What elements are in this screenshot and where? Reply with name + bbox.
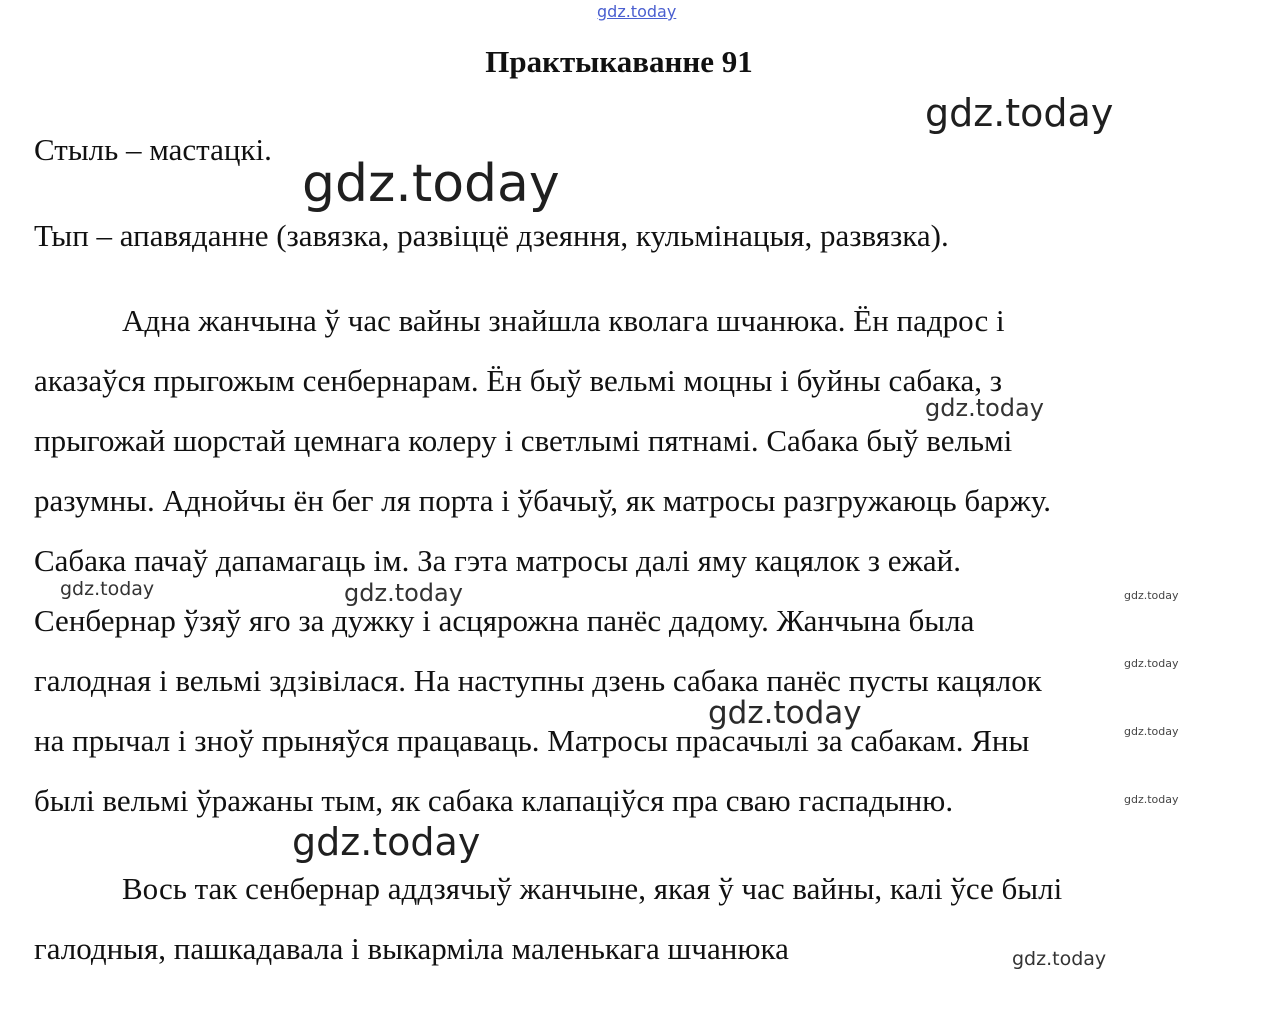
paragraph1-line: Сабака пачаў дапамагаць ім. За гэта матросы далі яму кацялок з ежай. xyxy=(34,543,962,578)
watermark: gdz.today xyxy=(1124,657,1179,670)
watermark: gdz.today xyxy=(344,579,463,607)
paragraph1-line: разумны. Аднойчы ён бег ля порта і ўбачыў, як матросы разгружаюць баржу. xyxy=(34,483,1052,518)
watermark: gdz.today xyxy=(925,91,1114,135)
watermark: gdz.today xyxy=(292,820,481,864)
paragraph1-line: галодная і вельмі здзівілася. На наступны дзень сабака панёс пусты кацялок xyxy=(34,663,1042,698)
watermark: gdz.today xyxy=(1012,948,1107,970)
paragraph1-line: Сенбернар ўзяў яго за дужку і асцярожна панёс дадому. Жанчына была xyxy=(34,603,975,638)
page-title: Практыкаванне 91 xyxy=(485,44,753,79)
paragraph1-line: на прычал і зноў прыняўся працаваць. Матросы прасачылі за сабакам. Яны xyxy=(34,723,1030,758)
watermark-top: gdz.today xyxy=(597,2,677,21)
paragraph2-line: Вось так сенбернар аддзячыў жанчыне, якая ў час вайны, калі ўсе былі xyxy=(122,871,1063,906)
type-line: Тып – апавяданне (завязка, развіццё дзеяння, кульмінацыя, развязка). xyxy=(34,218,949,253)
watermark: gdz.today xyxy=(1124,793,1179,806)
paragraph2-line: галодныя, пашкадавала і выкарміла маленькага шчанюка xyxy=(34,931,789,966)
watermark: gdz.today xyxy=(1124,589,1179,602)
watermark: gdz.today xyxy=(60,578,155,600)
watermark: gdz.today xyxy=(1124,725,1179,738)
watermark: gdz.today xyxy=(708,695,862,731)
style-line: Стыль – мастацкі. xyxy=(34,132,272,167)
watermark: gdz.today xyxy=(925,394,1044,422)
paragraph1-line: Адна жанчына ў час вайны знайшла кволага шчанюка. Ён падрос і xyxy=(122,303,1005,338)
paragraph1-line: прыгожай шорстай цемнага колеру і светлымі пятнамі. Сабака быў вельмі xyxy=(34,423,1013,458)
paragraph1-line: аказаўся прыгожым сенбернарам. Ён быў вельмі моцны і буйны сабака, з xyxy=(34,363,1002,398)
watermark: gdz.today xyxy=(302,154,560,214)
paragraph1-line: былі вельмі ўражаны тым, як сабака клапаціўся пра сваю гаспадыню. xyxy=(34,783,954,818)
